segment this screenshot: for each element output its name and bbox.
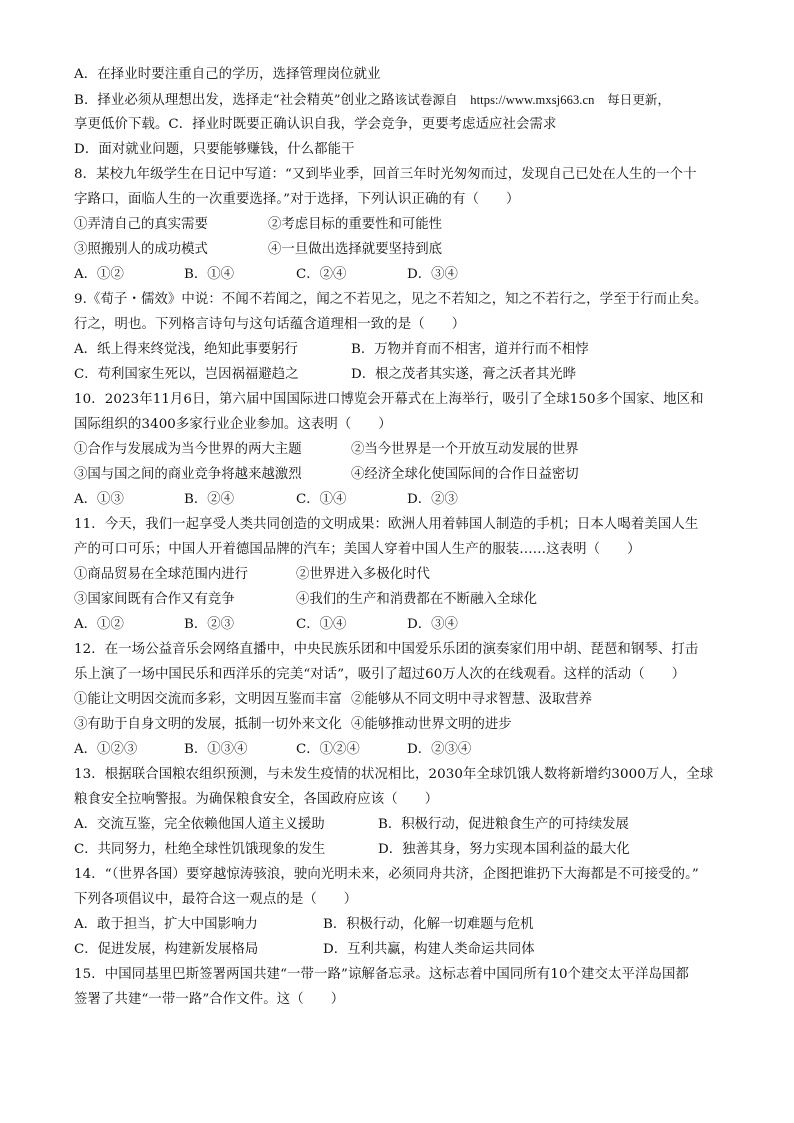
q11-statement-2: ②世界进入多极化时代 <box>296 567 430 582</box>
q14-stem-line-1: 14．“（世界各国）要穿越惊涛骇浪，驶向光明未来，必须同舟共济，企图把谁扔下大海都是不可接受的。” <box>74 867 699 882</box>
q10-option-b: B．②④ <box>184 492 235 507</box>
q11-stem-line-2: 产的可口可乐；中国人开着德国品牌的汽车；美国人穿着中国人生产的服装……这表明（ ） <box>74 542 641 557</box>
q9-option-d: D．根之茂者其实遂，膏之沃者其光晔 <box>351 367 576 382</box>
q9-option-c: C．苟利国家生死以，岂因祸福避趋之 <box>74 367 299 382</box>
q10-stem-line-1: 10．2023年11月6日，第六届中国国际进口博览会开幕式在上海举行，吸引了全球150多个国家、地区和 <box>74 392 704 407</box>
q11-statement-3: ③国家间既有合作又有竞争 <box>74 592 235 607</box>
q12-statement-3: ③有助于自身文明的发展，抵制一切外来文化 <box>74 717 342 732</box>
q10-option-d: D．②③ <box>407 492 458 507</box>
q7-option-d: D．面对就业问题，只要能够赚钱，什么都能干 <box>74 142 355 157</box>
q11-option-c: C．①④ <box>296 617 347 632</box>
q13-option-a: A．交流互鉴，完全依赖他国人道主义援助 <box>74 817 325 832</box>
q9-stem-line-1: 9.《荀子・儒效》中说：不闻不若闻之，闻之不若见之，见之不若知之，知之不若行之，学至于行而止矣。 <box>74 292 708 307</box>
q14-option-a: A．敢于担当，扩大中国影响力 <box>74 917 258 932</box>
q8-statement-1: ①弄清自己的真实需要 <box>74 217 208 232</box>
q13-option-b: B．积极行动，促进粮食生产的可持续发展 <box>378 817 629 832</box>
q8-option-d: D．③④ <box>407 267 458 282</box>
q12-statement-2: ②能够从不同文明中寻求智慧、汲取营养 <box>351 692 593 707</box>
q11-option-b: B．②③ <box>184 617 235 632</box>
q15-stem-line-1: 15．中国同基里巴斯签署两国共建“一带一路”谅解备忘录。这标志着中国同所有10个建交太平洋岛国都 <box>74 967 689 982</box>
q13-option-c: C．共同努力，杜绝全球性饥饿现象的发生 <box>74 842 326 857</box>
q8-option-b: B．①④ <box>184 267 235 282</box>
q12-option-c: C．①②④ <box>296 742 360 757</box>
q12-statement-1: ①能让文明因交流而多彩，文明因互鉴而丰富 <box>74 692 342 707</box>
q12-stem-line-2: 乐上演了一场中国民乐和西洋乐的完美“对话”，吸引了超过60万人次的在线观看。这样的活动（ ） <box>74 667 686 682</box>
q8-statement-3: ③照搬别人的成功模式 <box>74 242 208 257</box>
q10-statement-2: ②当今世界是一个开放互动发展的世界 <box>351 442 579 457</box>
q9-stem-line-2: 行之，明也。下列格言诗句与这句话蕴含道理相一致的是（ ） <box>74 317 466 332</box>
q10-option-a: A．①③ <box>74 492 124 507</box>
q8-option-a: A．①② <box>74 267 124 282</box>
q7-option-b: B．择业必须从理想出发，选择走“社会精英”创业之路该试卷源自 https://www.mxsj663.cn 每日更新， <box>74 93 671 108</box>
q8-stem-line-2: 字路口，面临人生的一次重要选择。”对于选择，下列认识正确的有（ ） <box>74 192 520 207</box>
q13-stem-line-2: 粮食安全拉响警报。为确保粮食安全，各国政府应该（ ） <box>74 792 439 807</box>
q10-stem-line-2: 国际组织的3400多家行业企业参加。这表明（ ） <box>74 417 392 432</box>
q10-statement-4: ④经济全球化使国际间的合作日益密切 <box>351 467 579 482</box>
q12-option-d: D．②③④ <box>407 742 472 757</box>
q11-stem-line-1: 11．今天，我们一起享受人类共同创造的文明成果：欧洲人用着韩国人制造的手机；日本人喝着美国人生 <box>74 517 699 532</box>
q8-statement-2: ②考虑目标的重要性和可能性 <box>268 217 443 232</box>
q10-statement-3: ③国与国之间的商业竞争将越来越激烈 <box>74 467 302 482</box>
q11-statement-4: ④我们的生产和消费都在不断融入全球化 <box>296 592 538 607</box>
q13-option-d: D．独善其身，努力实现本国利益的最大化 <box>378 842 630 857</box>
q10-statement-1: ①合作与发展成为当今世界的两大主题 <box>74 442 302 457</box>
q8-stem-line-1: 8．某校九年级学生在日记中写道：“又到毕业季，回首三年时光匆匆而过，发现自己已处在人生的一个十 <box>74 167 697 182</box>
q15-stem-line-2: 签署了共建“一带一路”合作文件。这（ ） <box>74 992 345 1007</box>
q14-option-c: C．促进发展，构建新发展格局 <box>74 942 259 957</box>
q12-option-b: B．①③④ <box>184 742 248 757</box>
q11-option-a: A．①② <box>74 617 124 632</box>
q14-option-d: D．互利共赢，构建人类命运共同体 <box>323 942 535 957</box>
q11-statement-1: ①商品贸易在全球范围内进行 <box>74 567 249 582</box>
q13-stem-line-1: 13．根据联合国粮农组织预测，与未发生疫情的状况相比，2030年全球饥饿人数将新增约3000万人，全球 <box>74 767 714 782</box>
q12-option-a: A．①②③ <box>74 742 138 757</box>
q8-option-c: C．②④ <box>296 267 347 282</box>
q10-option-c: C．①④ <box>296 492 347 507</box>
q14-stem-line-2: 下列各项倡议中，最符合这一观点的是（ ） <box>74 892 358 907</box>
q7-option-c: 享更低价下载。C．择业时既要正确认识自我，学会竞争，更要考虑适应社会需求 <box>74 117 557 132</box>
q12-stem-line-1: 12．在一场公益音乐会网络直播中，中央民族乐团和中国爱乐乐团的演奏家们用中胡、琵琶和钢琴、打击 <box>74 642 699 657</box>
source-note: 该试卷源自 https://www.mxsj663.cn 每日更新， <box>394 93 671 107</box>
q9-option-b: B．万物并育而不相害，道并行而不相悖 <box>351 342 589 357</box>
q12-statement-4: ④能够推动世界文明的进步 <box>351 717 512 732</box>
q7-option-a: A．在择业时要注重自己的学历，选择管理岗位就业 <box>74 67 381 82</box>
q11-option-d: D．③④ <box>407 617 458 632</box>
q9-option-a: A．纸上得来终觉浅，绝知此事要躬行 <box>74 342 298 357</box>
q8-statement-4: ④一旦做出选择就要坚持到底 <box>268 242 443 257</box>
q14-option-b: B．积极行动，化解一切难题与危机 <box>323 917 534 932</box>
